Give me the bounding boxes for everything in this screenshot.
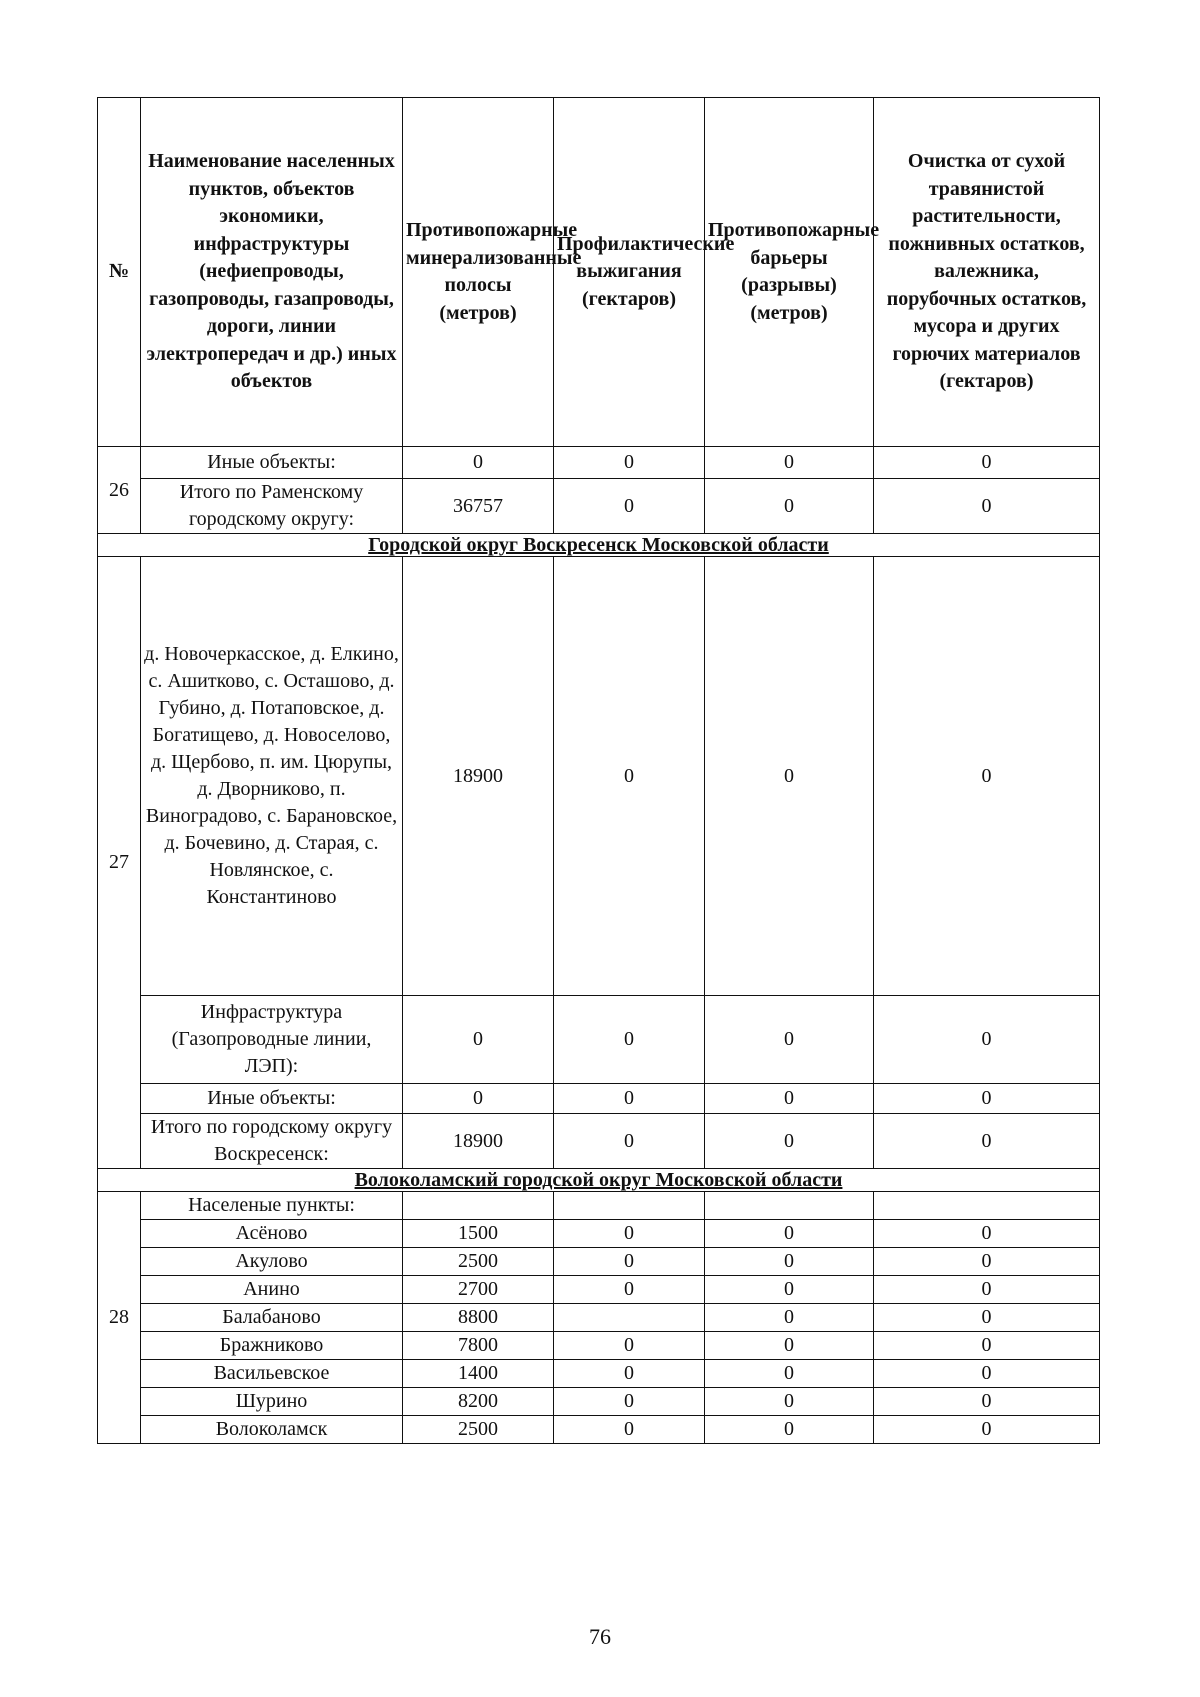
section-title-voskresensk: Городской округ Воскресенск Московской области <box>368 533 829 556</box>
cell-value: 0 <box>705 1114 874 1169</box>
row-name: Итого по Раменскому городскому округу: <box>141 479 403 534</box>
header-mineral-strips: Противопожарные минерализованные полосы (метров) <box>403 98 554 447</box>
cell-value: 0 <box>554 1114 705 1169</box>
row-name: Васильевское <box>141 1360 403 1388</box>
row-number-26: 26 <box>98 447 141 534</box>
header-cleaning: Очистка от сухой травянистой растительности, пожнивных остатков, валежника, порубочных остатков, мусора и других горючих материалов (гектаров) <box>874 98 1100 447</box>
table-row <box>98 557 1100 996</box>
cell-value: 0 <box>554 1332 705 1360</box>
cell-value: 0 <box>874 479 1100 534</box>
row-name: Балабаново <box>141 1304 403 1332</box>
header-row <box>98 98 1100 447</box>
table-row <box>98 996 1100 1084</box>
cell-value: 0 <box>705 557 874 996</box>
table-row <box>98 1084 1100 1114</box>
cell-value: 0 <box>874 1248 1100 1276</box>
cell-value: 0 <box>874 1220 1100 1248</box>
cell-value: 0 <box>874 1332 1100 1360</box>
cell-value: 0 <box>554 1084 705 1114</box>
cell-value: 1400 <box>403 1360 554 1388</box>
cell-value: 0 <box>874 1276 1100 1304</box>
section-row <box>98 1169 1100 1192</box>
row-name: Инфраструктура (Газопроводные линии, ЛЭП): <box>141 996 403 1084</box>
section-title-volokolamsk: Волоколамский городской округ Московской области <box>354 1168 843 1191</box>
table-row <box>98 1192 1100 1220</box>
cell-value: 36757 <box>403 479 554 534</box>
cell-value: 0 <box>403 447 554 479</box>
table-row <box>98 1248 1100 1276</box>
cell-value: 0 <box>554 447 705 479</box>
fire-prevention-table <box>97 97 1100 1444</box>
cell-value: 0 <box>554 557 705 996</box>
page-number: 76 <box>589 1624 611 1649</box>
cell-value: 2500 <box>403 1416 554 1444</box>
cell-value: 0 <box>705 996 874 1084</box>
cell-value: 0 <box>554 996 705 1084</box>
table-row <box>98 1276 1100 1304</box>
cell-value: 0 <box>874 1388 1100 1416</box>
row-name: Асёново <box>141 1220 403 1248</box>
cell-value: 0 <box>554 1416 705 1444</box>
cell-value: 0 <box>874 1304 1100 1332</box>
cell-value: 0 <box>554 1388 705 1416</box>
cell-value: 1500 <box>403 1220 554 1248</box>
row-name: д. Новочеркасское, д. Елкино, с. Ашитково, с. Осташово, д. Губино, д. Потаповское, д. Богатищево, д. Новоселово, д. Щербово, п. им. Цюрупы, д. Дворниково, п. Виноградово, с. Барановское, д. Бочевино, д. Старая, с. Новлянское, с. Константиново <box>141 557 403 996</box>
cell-value: 0 <box>705 1416 874 1444</box>
table-row <box>98 1332 1100 1360</box>
row-name: Иные объекты: <box>141 447 403 479</box>
header-fire-barriers: Противопожарные барьеры (разрывы) (метров) <box>705 98 874 447</box>
row-number-27: 27 <box>98 557 141 1169</box>
header-name: Наименование населенных пунктов, объектов экономики, инфраструктуры (нефиепроводы, газопроводы, газапроводы, дороги, линии электропередач и др.) иных объектов <box>141 98 403 447</box>
table-row <box>98 1416 1100 1444</box>
section-row <box>98 534 1100 557</box>
cell-value: 2700 <box>403 1276 554 1304</box>
cell-value: 18900 <box>403 1114 554 1169</box>
row-name: Иные объекты: <box>141 1084 403 1114</box>
cell-value: 0 <box>705 1388 874 1416</box>
header-num: № <box>98 98 141 447</box>
cell-value: 0 <box>874 1416 1100 1444</box>
cell-value: 8800 <box>403 1304 554 1332</box>
cell-value: 0 <box>874 1114 1100 1169</box>
cell-value: 8200 <box>403 1388 554 1416</box>
cell-value: 0 <box>554 1220 705 1248</box>
row-name: Волоколамск <box>141 1416 403 1444</box>
cell-value: 0 <box>874 447 1100 479</box>
cell-value: 0 <box>874 1360 1100 1388</box>
header-prophylactic-burning: Профилактические выжигания (гектаров) <box>554 98 705 447</box>
table-row <box>98 1388 1100 1416</box>
row-name: Населеные пункты: <box>141 1192 403 1220</box>
cell-value: 0 <box>554 1360 705 1388</box>
cell-value: 0 <box>705 479 874 534</box>
cell-value: 0 <box>403 1084 554 1114</box>
table-row <box>98 479 1100 534</box>
row-name: Шурино <box>141 1388 403 1416</box>
cell-value: 0 <box>705 447 874 479</box>
cell-value: 0 <box>705 1248 874 1276</box>
row-name: Итого по городскому округу Воскресенск: <box>141 1114 403 1169</box>
cell-value: 0 <box>874 557 1100 996</box>
cell-value <box>554 1304 705 1332</box>
row-name: Акулово <box>141 1248 403 1276</box>
cell-value: 2500 <box>403 1248 554 1276</box>
table-row <box>98 447 1100 479</box>
cell-value: 0 <box>705 1304 874 1332</box>
cell-value: 0 <box>554 1248 705 1276</box>
cell-value: 0 <box>705 1276 874 1304</box>
cell-value: 0 <box>705 1084 874 1114</box>
cell-value: 7800 <box>403 1332 554 1360</box>
cell-value: 0 <box>554 1276 705 1304</box>
table-row <box>98 1220 1100 1248</box>
table-row <box>98 1304 1100 1332</box>
cell-value: 0 <box>874 1084 1100 1114</box>
cell-value: 0 <box>554 479 705 534</box>
cell-value: 0 <box>705 1332 874 1360</box>
table-row <box>98 1360 1100 1388</box>
cell-value: 18900 <box>403 557 554 996</box>
cell-value: 0 <box>705 1360 874 1388</box>
row-name: Бражниково <box>141 1332 403 1360</box>
cell-value: 0 <box>403 996 554 1084</box>
table-row <box>98 1114 1100 1169</box>
row-name: Анино <box>141 1276 403 1304</box>
cell-value: 0 <box>874 996 1100 1084</box>
cell-value: 0 <box>705 1220 874 1248</box>
row-number-28: 28 <box>98 1192 141 1444</box>
